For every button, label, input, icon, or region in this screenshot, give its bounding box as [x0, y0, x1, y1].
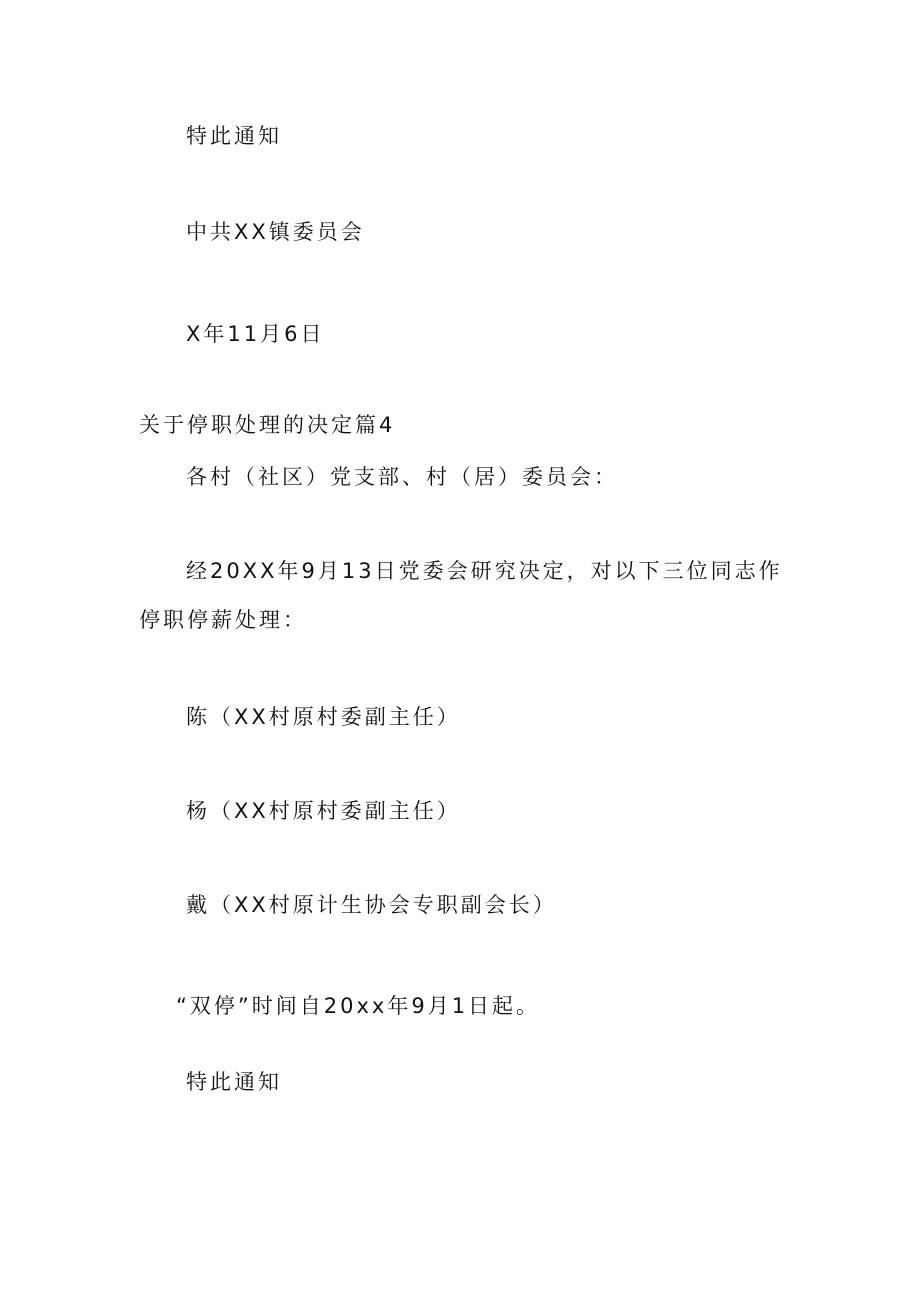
- closing-notice-2: 特此通知: [186, 1070, 282, 1094]
- salutation: 各村（社区）党支部、村（居）委员会：: [186, 465, 618, 489]
- body-paragraph-line-1: 经20XX年9月13日党委会研究决定，对以下三位同志作: [186, 559, 783, 583]
- section-title: 关于停职处理的决定篇4: [139, 413, 396, 437]
- closing-notice: 特此通知: [186, 124, 282, 148]
- body-paragraph-line-2: 停职停薪处理：: [139, 608, 307, 632]
- effective-date-note: “双停”时间自20xx年9月1日起。: [176, 994, 541, 1018]
- person-item-chen: 陈（XX村原村委副主任）: [186, 705, 461, 729]
- issue-date: X年11月6日: [186, 322, 325, 346]
- issuer-name: 中共XX镇委员会: [186, 220, 365, 244]
- person-item-yang: 杨（XX村原村委副主任）: [186, 799, 461, 823]
- person-item-dai: 戴（XX村原计生协会专职副会长）: [186, 893, 557, 917]
